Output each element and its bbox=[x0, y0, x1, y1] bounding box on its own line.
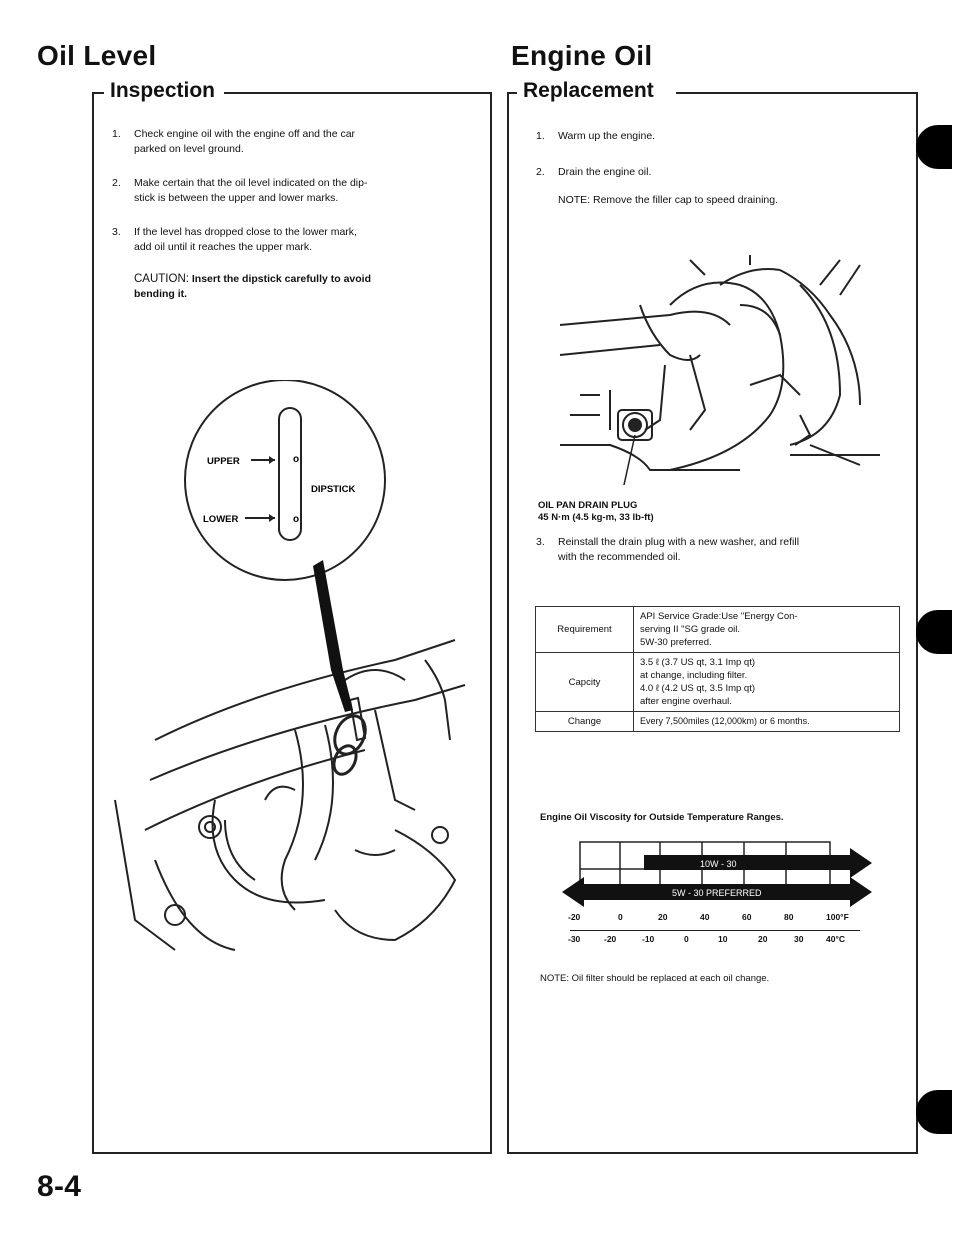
step-text: Warm up the engine. bbox=[558, 130, 656, 142]
table-cell-value: Every 7,500miles (12,000km) or 6 months. bbox=[634, 712, 900, 732]
c-tick: 0 bbox=[684, 934, 689, 944]
viscosity-chart bbox=[560, 840, 890, 910]
replacement-step-1 bbox=[536, 129, 896, 145]
inspection-step-3 bbox=[112, 225, 472, 257]
c-tick: -20 bbox=[604, 934, 617, 944]
f-tick: 0 bbox=[618, 912, 623, 922]
right-page-title: Engine Oil bbox=[511, 40, 653, 71]
step-text: If the level has dropped close to the lower mark, add oil until it reaches the upper mark. bbox=[134, 226, 357, 253]
step-number: 2. bbox=[112, 177, 121, 189]
f-tick: 80 bbox=[784, 912, 794, 922]
inspection-step-2 bbox=[112, 176, 472, 208]
step-text: Make certain that the oil level indicated on the dip- stick is between the upper and lower marks. bbox=[134, 177, 368, 204]
oil-filter-note: NOTE: Oil filter should be replaced at each oil change. bbox=[540, 973, 770, 984]
step-text: Reinstall the drain plug with a new washer, and refill with the recommended oil. bbox=[558, 536, 800, 563]
f-tick: 60 bbox=[742, 912, 752, 922]
table-cell-label: Capcity bbox=[536, 653, 634, 712]
table-cell-label: Requirement bbox=[536, 607, 634, 653]
table-cell-label: Change bbox=[536, 712, 634, 732]
step-number: 3. bbox=[536, 536, 545, 548]
svg-text:o: o bbox=[293, 454, 300, 465]
step-number: 1. bbox=[112, 128, 121, 140]
inspection-heading: Inspection bbox=[104, 79, 221, 103]
caution-label: CAUTION: bbox=[134, 273, 189, 285]
dipstick-label: DIPSTICK bbox=[311, 484, 356, 495]
replacement-step-3 bbox=[536, 535, 906, 567]
page-number: 8-4 bbox=[37, 1170, 82, 1203]
upper-mark-label: UPPER bbox=[207, 456, 240, 467]
caution-text-2: bending it. bbox=[134, 288, 188, 300]
table-cell-value: API Service Grade:Use "Energy Con- serving II "SG grade oil. 5W-30 preferred. bbox=[634, 607, 900, 653]
inspection-step-1 bbox=[112, 127, 472, 159]
celsius-scale bbox=[560, 934, 900, 948]
left-page-title: Oil Level bbox=[37, 40, 157, 71]
oil-spec-table bbox=[535, 606, 900, 732]
viscosity-title: Engine Oil Viscosity for Outside Temperature Ranges. bbox=[540, 812, 784, 823]
table-row bbox=[536, 607, 900, 653]
f-tick: 40 bbox=[700, 912, 710, 922]
celsius-scale-line bbox=[570, 930, 860, 931]
drain-plug-label: OIL PAN DRAIN PLUG bbox=[538, 500, 638, 511]
f-tick: 100°F bbox=[826, 912, 849, 922]
c-tick: 40°C bbox=[826, 934, 845, 944]
c-tick: 10 bbox=[718, 934, 728, 944]
c-tick: -30 bbox=[568, 934, 581, 944]
c-tick: 30 bbox=[794, 934, 804, 944]
svg-text:o: o bbox=[293, 514, 300, 525]
table-row bbox=[536, 712, 900, 732]
table-cell-value: 3.5 ℓ (3.7 US qt, 3.1 Imp qt) at change, including filter. 4.0 ℓ (4.2 US qt, 3.5 Imp qt) after engine overhaul. bbox=[634, 653, 900, 712]
replacement-heading: Replacement bbox=[517, 79, 660, 103]
dipstick-illustration bbox=[95, 380, 485, 970]
step-number: 3. bbox=[112, 226, 121, 238]
caution-note bbox=[134, 272, 474, 304]
thumb-tab-2 bbox=[916, 610, 952, 654]
c-tick: 20 bbox=[758, 934, 768, 944]
drain-plug-illustration bbox=[540, 245, 880, 485]
viscosity-bar-10w30: 10W - 30 bbox=[700, 859, 737, 869]
drain-note: NOTE: Remove the filler cap to speed draining. bbox=[558, 194, 779, 206]
c-tick: -10 bbox=[642, 934, 655, 944]
drain-plug-torque: 45 N·m (4.5 kg-m, 33 lb-ft) bbox=[538, 512, 654, 523]
step-number: 1. bbox=[536, 130, 545, 142]
f-tick: -20 bbox=[568, 912, 581, 922]
thumb-tab-1 bbox=[916, 125, 952, 169]
step-text: Check engine oil with the engine off and the car parked on level ground. bbox=[134, 128, 356, 155]
step-text: Drain the engine oil. bbox=[558, 166, 652, 178]
f-tick: 20 bbox=[658, 912, 668, 922]
step-number: 2. bbox=[536, 166, 545, 178]
lower-mark-label: LOWER bbox=[203, 514, 239, 525]
fahrenheit-scale bbox=[560, 912, 900, 926]
caution-text: Insert the dipstick carefully to avoid bbox=[191, 273, 372, 285]
viscosity-bar-5w30: 5W - 30 PREFERRED bbox=[672, 888, 762, 898]
table-row bbox=[536, 653, 900, 712]
thumb-tab-3 bbox=[916, 1090, 952, 1134]
replacement-step-2 bbox=[536, 165, 896, 181]
